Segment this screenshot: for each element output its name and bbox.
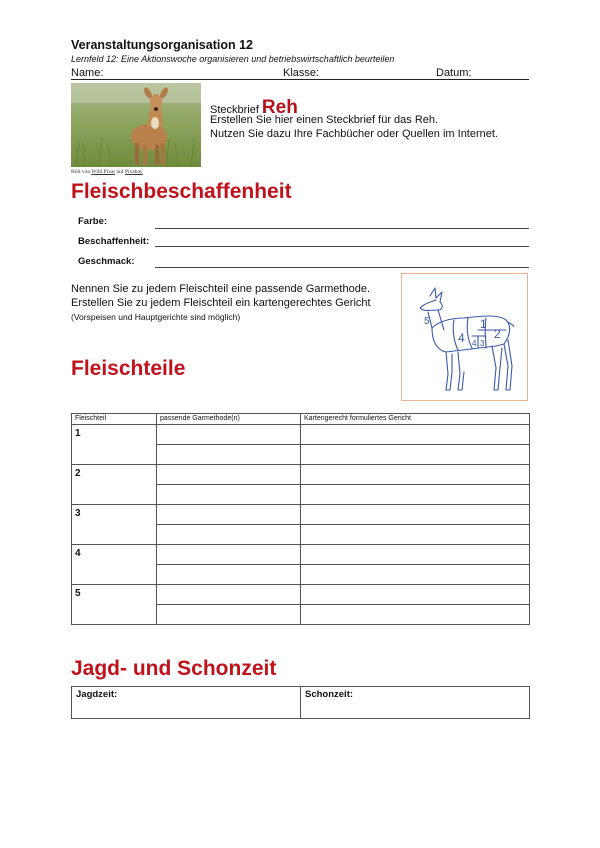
geschmack-label: Geschmack: bbox=[78, 256, 135, 267]
beschaffenheit-label: Beschaffenheit: bbox=[78, 236, 150, 247]
diagram-number-2: 2 bbox=[494, 327, 501, 341]
photo-author-link[interactable]: Wild Pixar bbox=[91, 169, 116, 175]
deer-cuts-diagram bbox=[401, 273, 528, 401]
header-rule bbox=[71, 79, 529, 80]
datum-label: Datum: bbox=[436, 67, 472, 79]
column-header-gericht: Kartengerecht formuliertes Gericht bbox=[301, 414, 530, 425]
section-heading-jagd-schonzeit: Jagd- und Schonzeit bbox=[71, 657, 277, 680]
document-title: Veranstaltungsorganisation 12 bbox=[71, 38, 253, 52]
gericht-cell[interactable] bbox=[301, 525, 530, 545]
garmethode-cell[interactable] bbox=[157, 565, 301, 585]
instruction-line-3: (Vorspeisen und Hauptgerichte sind möglich) bbox=[71, 312, 241, 322]
gericht-cell[interactable] bbox=[301, 565, 530, 585]
diagram-number-5: 5 bbox=[424, 316, 430, 327]
steckbrief-instruction-1: Erstellen Sie hier einen Steckbrief für das Reh. bbox=[210, 114, 439, 126]
cut-number: 1 bbox=[72, 425, 157, 465]
gericht-cell[interactable] bbox=[301, 485, 530, 505]
steckbrief-heading: Steckbrief Reh bbox=[210, 97, 298, 118]
gericht-cell[interactable] bbox=[301, 505, 530, 525]
column-header-garmethode: passende Garmethode(n) bbox=[157, 414, 301, 425]
table-row bbox=[72, 465, 530, 485]
garmethode-cell[interactable] bbox=[157, 445, 301, 465]
garmethode-cell[interactable] bbox=[157, 585, 301, 605]
garmethode-cell[interactable] bbox=[157, 525, 301, 545]
steckbrief-instruction-2: Nutzen Sie dazu Ihre Fachbücher oder Quellen im Internet. bbox=[210, 128, 498, 140]
table-row bbox=[72, 425, 530, 445]
table-row bbox=[72, 687, 530, 719]
beschaffenheit-line[interactable] bbox=[155, 246, 529, 247]
geschmack-line[interactable] bbox=[155, 267, 529, 268]
deer-photo bbox=[71, 83, 201, 167]
diagram-number-1: 1 bbox=[480, 317, 487, 331]
cut-number: 5 bbox=[72, 585, 157, 625]
jagdzeit-cell[interactable]: Jagdzeit: bbox=[72, 687, 301, 719]
gericht-cell[interactable] bbox=[301, 465, 530, 485]
gericht-cell[interactable] bbox=[301, 425, 530, 445]
document-subtitle: Lernfeld 12: Eine Aktionswoche organisieren und betriebswirtschaftlich beurteilen bbox=[71, 54, 395, 64]
section-heading-fleischbeschaffenheit: Fleischbeschaffenheit bbox=[71, 180, 292, 203]
instruction-line-1: Nennen Sie zu jedem Fleischteil eine passende Garmethode. bbox=[71, 283, 371, 295]
photo-source-link[interactable]: Pixabay bbox=[124, 169, 143, 175]
diagram-number-4b: 3 bbox=[480, 339, 485, 348]
cut-number: 4 bbox=[72, 545, 157, 585]
garmethode-cell[interactable] bbox=[157, 545, 301, 565]
table-row bbox=[72, 585, 530, 605]
garmethode-cell[interactable] bbox=[157, 465, 301, 485]
instruction-line-2: Erstellen Sie zu jedem Fleischteil ein kartengerechtes Gericht bbox=[71, 297, 371, 309]
photo-credit: Bild von Wild Pixar auf Pixabay bbox=[71, 169, 143, 175]
column-header-fleischteil: Fleischteil bbox=[72, 414, 157, 425]
farbe-label: Farbe: bbox=[78, 216, 108, 227]
gericht-cell[interactable] bbox=[301, 545, 530, 565]
gericht-cell[interactable] bbox=[301, 445, 530, 465]
table-row bbox=[72, 505, 530, 525]
garmethode-cell[interactable] bbox=[157, 425, 301, 445]
jagd-schonzeit-table bbox=[71, 686, 530, 719]
diagram-number-3: 4 bbox=[458, 331, 465, 345]
table-header-row bbox=[72, 414, 530, 425]
animal-name: Reh bbox=[261, 97, 298, 118]
cut-number: 3 bbox=[72, 505, 157, 545]
klasse-label: Klasse: bbox=[283, 67, 320, 79]
farbe-line[interactable] bbox=[155, 228, 529, 229]
cut-number: 2 bbox=[72, 465, 157, 505]
schonzeit-cell[interactable]: Schonzeit: bbox=[301, 687, 530, 719]
garmethode-cell[interactable] bbox=[157, 505, 301, 525]
name-label: Name: bbox=[71, 67, 104, 79]
gericht-cell[interactable] bbox=[301, 605, 530, 625]
garmethode-cell[interactable] bbox=[157, 605, 301, 625]
fleischteile-table bbox=[71, 413, 530, 625]
diagram-number-4a: 4 bbox=[472, 339, 477, 348]
garmethode-cell[interactable] bbox=[157, 485, 301, 505]
gericht-cell[interactable] bbox=[301, 585, 530, 605]
section-heading-fleischteile: Fleischteile bbox=[71, 357, 186, 380]
table-row bbox=[72, 545, 530, 565]
